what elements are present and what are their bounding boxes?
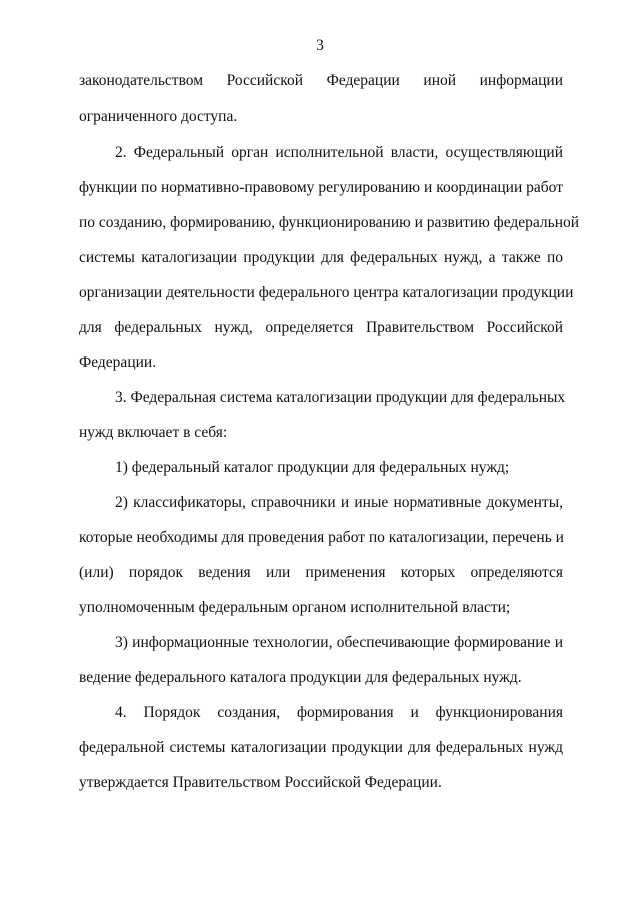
text-line: системы каталогизации продукции для федеральных нужд, а также по bbox=[79, 249, 563, 266]
page-number: 3 bbox=[316, 37, 324, 54]
text-line: федеральной системы каталогизации продукции для федеральных нужд bbox=[79, 739, 563, 756]
text-line: 1) федеральный каталог продукции для федеральных нужд; bbox=[115, 459, 510, 476]
text-line: 2. Федеральный орган исполнительной власти, осуществляющий bbox=[115, 144, 563, 161]
text-line: нужд включает в себя: bbox=[79, 424, 228, 441]
text-line: ограниченного доступа. bbox=[79, 108, 238, 125]
text-line: организации деятельности федерального центра каталогизации продукции bbox=[79, 284, 574, 301]
text-line: ведение федерального каталога продукции для федеральных нужд. bbox=[79, 669, 522, 686]
text-line: которые необходимы для проведения работ по каталогизации, перечень и bbox=[79, 529, 564, 546]
text-line: утверждается Правительством Российской Федерации. bbox=[79, 774, 442, 791]
text-line: функции по нормативно-правовому регулированию и координации работ bbox=[79, 179, 563, 196]
text-line: (или) порядок ведения или применения которых определяются bbox=[79, 564, 563, 581]
text-line: законодательством Российской Федерации иной информации bbox=[79, 72, 563, 89]
text-line: 3) информационные технологии, обеспечивающие формирование и bbox=[115, 634, 563, 651]
text-line: Федерации. bbox=[79, 354, 157, 371]
text-line: 4. Порядок создания, формирования и функционирования bbox=[115, 704, 563, 721]
text-line: 3. Федеральная система каталогизации продукции для федеральных bbox=[115, 389, 566, 406]
text-line: уполномоченным федеральным органом исполнительной власти; bbox=[79, 599, 511, 616]
text-line: 2) классификаторы, справочники и иные нормативные документы, bbox=[115, 494, 563, 511]
text-line: по созданию, формированию, функционированию и развитию федеральной bbox=[79, 214, 580, 231]
text-line: для федеральных нужд, определяется Правительством Российской bbox=[79, 319, 563, 336]
